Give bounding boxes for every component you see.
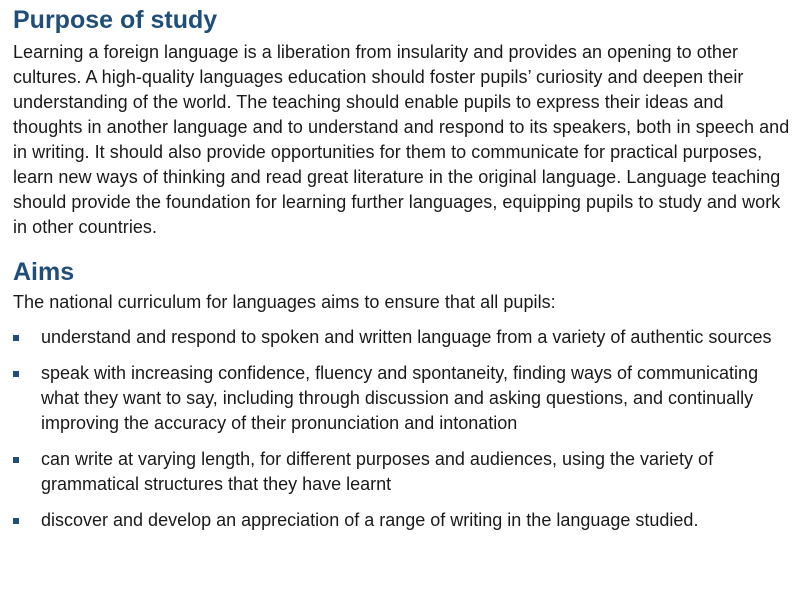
aims-list-item — [13, 325, 793, 350]
aims-item-text: can write at varying length, for different purposes and audiences, using the variety of grammatical structures that they have learnt — [41, 449, 714, 494]
aims-item-text: discover and develop an appreciation of a range of writing in the language studied. — [41, 510, 699, 530]
aims-item-text: understand and respond to spoken and written language from a variety of authentic sources — [41, 327, 772, 347]
purpose-paragraph: Learning a foreign language is a liberation from insularity and provides an opening to other cultures. A high-quality languages education should foster pupils’ curiosity and deepen their understanding of the world. The teaching should enable pupils to express their ideas and thoughts in another language and to understand and respond to its speakers, both in speech and in writing. It should also provide opportunities for them to communicate for practical purposes, learn new ways of thinking and read great literature in the original language. Language teaching should provide the foundation for learning further languages, equipping pupils to study and work in other countries. — [13, 42, 790, 237]
document-page — [13, 0, 793, 544]
aims-list-item — [13, 508, 793, 533]
aims-item-text: speak with increasing confidence, fluency and spontaneity, finding ways of communicating what they want to say, including through discussion and asking questions, and continually improving the accuracy of their pronunciation and intonation — [41, 363, 759, 433]
aims-list — [13, 325, 793, 533]
aims-intro: The national curriculum for languages aims to ensure that all pupils: — [13, 292, 556, 312]
heading-purpose-of-study: Purpose of study — [13, 6, 218, 34]
square-bullet-icon — [13, 335, 19, 341]
square-bullet-icon — [13, 518, 19, 524]
aims-list-item — [13, 361, 793, 436]
aims-list-item — [13, 447, 793, 497]
square-bullet-icon — [13, 371, 19, 377]
heading-aims: Aims — [13, 258, 75, 286]
square-bullet-icon — [13, 457, 19, 463]
